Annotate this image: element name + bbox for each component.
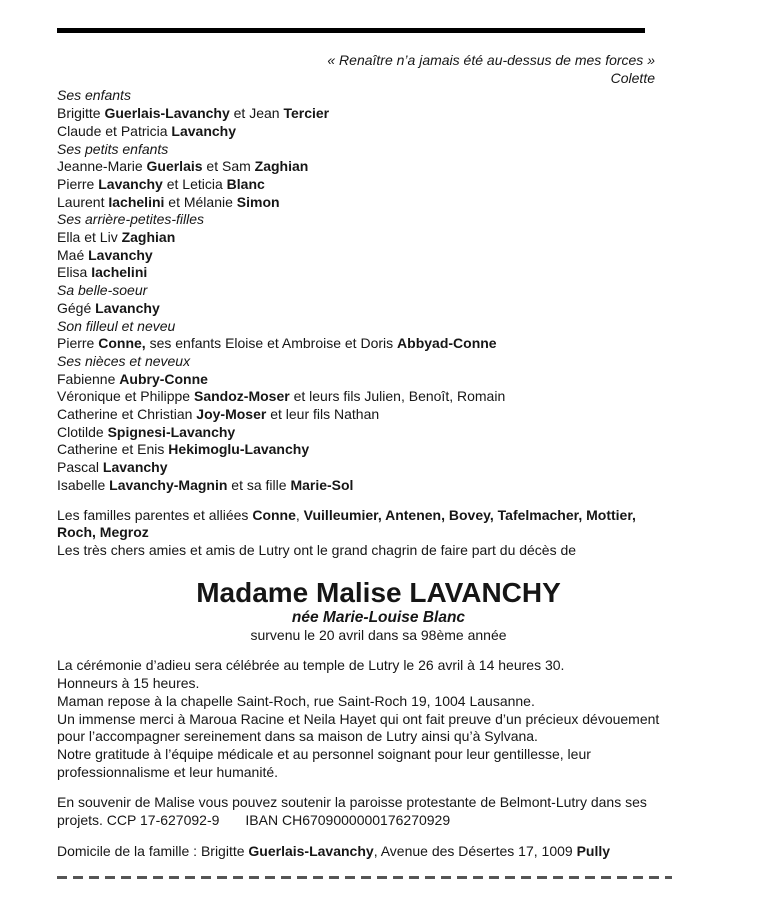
text-segment: Joy-Moser	[196, 406, 267, 423]
relative-line	[57, 105, 655, 123]
text-segment: Aubry-Conne	[119, 370, 208, 387]
text-segment: IBAN CH6709000000176270929	[245, 812, 451, 829]
text-segment: et Leticia	[162, 175, 227, 192]
text-segment: Les très chers amies et amis de Lutry ont le grand chagrin de faire part du décès de	[57, 541, 577, 558]
text-segment: En souvenir de Malise vous pouvez soutenir la paroisse protestante de Belmont-Lutry dans ses	[57, 794, 647, 811]
text-segment: Honneurs à 15 heures.	[57, 675, 200, 692]
text-segment: Jeanne-Marie	[57, 158, 147, 175]
text-segment: Tercier	[283, 105, 330, 122]
text-segment: Les familles parentes et alliées	[57, 506, 253, 523]
text-segment: et leurs fils Julien, Benoît, Romain	[289, 388, 506, 405]
text-segment: Gégé	[57, 299, 96, 316]
family-address	[57, 843, 655, 861]
text-segment: , Avenue des Désertes 17, 1009	[373, 842, 577, 859]
relative-line	[57, 194, 655, 212]
text-segment: professionnalisme et leur humanité.	[57, 763, 279, 780]
text-segment: Vuilleumier, Antenen, Bovey, Tafelmacher, Mottier,	[303, 506, 636, 523]
text-segment: Hekimoglu-Lavanchy	[168, 441, 310, 458]
text-segment: Zaghian	[121, 229, 176, 246]
relative-line	[57, 459, 655, 477]
relation-header	[57, 282, 655, 300]
text-segment: Maman repose à la chapelle Saint-Roch, rue Saint-Roch 19, 1004 Lausanne.	[57, 692, 535, 709]
text-segment: « Renaître n’a jamais été au-dessus de mes forces »	[327, 52, 655, 68]
relative-line	[57, 300, 655, 318]
text-segment: Clotilde	[57, 423, 108, 440]
text-segment: et sa fille	[227, 476, 291, 493]
text-segment: Maé	[57, 246, 89, 263]
text-segment: Fabienne	[57, 370, 120, 387]
relative-line	[57, 477, 655, 495]
text-segment: Son filleul et neveu	[57, 317, 176, 334]
relative-line	[57, 335, 655, 353]
text-segment: Pierre	[57, 175, 99, 192]
relative-line	[57, 441, 655, 459]
relative-line	[57, 176, 655, 194]
text-segment: Iachelini	[91, 264, 148, 281]
relative-line	[57, 406, 655, 424]
text-segment: Pierre	[57, 335, 99, 352]
text-segment: Sa belle-soeur	[57, 282, 148, 299]
text-segment: Blanc	[226, 175, 265, 192]
cut-line-separator	[57, 876, 672, 879]
top-rule	[57, 28, 645, 33]
maiden-name	[0, 608, 757, 627]
relation-header	[57, 87, 655, 105]
text-segment: Marie-Sol	[290, 476, 354, 493]
text-segment: Domicile de la famille : Brigitte	[57, 842, 249, 859]
text-segment: Madame Malise LAVANCHY	[196, 576, 561, 608]
text-segment: Guerlais-Lavanchy	[104, 105, 230, 122]
text-segment: Notre gratitude à l’équipe médicale et au personnel soignant pour leur gentillesse, leur	[57, 745, 591, 762]
relation-header	[57, 141, 655, 159]
relative-line	[57, 247, 655, 265]
text-segment: Ella et Liv	[57, 229, 122, 246]
text-segment: Catherine et Enis	[57, 441, 169, 458]
text-segment: Pascal	[57, 459, 103, 476]
quote-text	[57, 52, 655, 70]
text-segment: Laurent	[57, 193, 109, 210]
relative-line	[57, 371, 655, 389]
text-segment: Zaghian	[254, 158, 309, 175]
text-segment: Guerlais	[146, 158, 203, 175]
text-segment: et Jean	[229, 105, 284, 122]
text-segment: Pully	[576, 842, 611, 859]
quote-attribution	[57, 70, 655, 88]
text-segment: Véronique et Philippe	[57, 388, 194, 405]
tribute-line	[57, 728, 655, 746]
text-segment: Guerlais-Lavanchy	[248, 842, 374, 859]
text-segment: Lavanchy-Magnin	[109, 476, 228, 493]
relative-line	[57, 123, 655, 141]
text-segment: survenu le 20 avril dans sa 98ème année	[250, 626, 507, 643]
notice-lines	[57, 52, 660, 879]
text-segment: Elisa	[57, 264, 92, 281]
text-segment: Colette	[610, 69, 655, 86]
text-segment: Lavanchy	[98, 175, 163, 192]
text-segment: Conne	[252, 506, 296, 523]
text-segment: Simon	[236, 193, 280, 210]
text-segment: Iachelini	[108, 193, 165, 210]
tribute-line	[57, 764, 655, 782]
text-segment: Un immense merci à Maroua Racine et Neila Hayet qui ont fait preuve d’un précieux dévouement	[57, 710, 660, 727]
text-segment: Lavanchy	[88, 246, 153, 263]
text-segment: ,	[295, 506, 304, 523]
text-segment: Roch, Megroz	[57, 524, 149, 541]
text-segment: née Marie-Louise Blanc	[291, 608, 466, 626]
relation-header	[57, 211, 655, 229]
relative-line	[57, 229, 655, 247]
text-segment: et leur fils Nathan	[266, 406, 380, 423]
text-segment: projets. CCP 17-627092-9	[57, 812, 220, 829]
relation-header	[57, 318, 655, 336]
tribute-line	[57, 710, 660, 729]
tribute-line	[57, 746, 655, 764]
relation-header	[57, 353, 655, 371]
text-segment: Ses nièces et neveux	[57, 352, 191, 369]
text-segment: Ses enfants	[57, 87, 131, 104]
text-segment: Isabelle	[57, 476, 110, 493]
text-segment: Claude et Patricia	[57, 122, 172, 139]
deceased-name	[0, 578, 757, 608]
text-segment: pour l’accompagner sereinement dans sa maison de Lutry ainsi qu’à Sylvana.	[57, 728, 538, 745]
text-segment: et Sam	[202, 158, 255, 175]
text-segment: Conne,	[98, 335, 146, 352]
relative-line	[57, 158, 655, 176]
families-line	[57, 524, 655, 542]
text-segment: Ses petits enfants	[57, 140, 169, 157]
text-segment: Lavanchy	[171, 122, 236, 139]
relative-line	[57, 424, 655, 442]
text-segment: et Mélanie	[164, 193, 237, 210]
text-segment: Sandoz-Moser	[194, 388, 290, 405]
donation-line	[57, 812, 655, 830]
announcement-line	[57, 542, 655, 560]
text-segment: Catherine et Christian	[57, 406, 197, 423]
text-segment: Ses arrière-petites-filles	[57, 211, 205, 228]
text-segment: ses enfants Eloise et Ambroise et Doris	[145, 335, 398, 352]
text-segment: Abbyad-Conne	[397, 335, 497, 352]
families-line	[57, 507, 655, 525]
relative-line	[57, 264, 655, 282]
donation-line	[57, 794, 655, 812]
text-segment: Lavanchy	[102, 459, 168, 476]
death-date	[0, 627, 757, 645]
text-segment: Lavanchy	[95, 299, 160, 316]
ceremony-line	[57, 675, 655, 693]
text-segment: La cérémonie d’adieu sera célébrée au temple de Lutry le 26 avril à 14 heures 30.	[57, 657, 565, 674]
text-segment: Brigitte	[57, 105, 105, 122]
relative-line	[57, 388, 655, 406]
text-segment: Spignesi-Lavanchy	[107, 423, 236, 440]
ceremony-line	[57, 693, 655, 711]
ceremony-line	[57, 657, 655, 675]
